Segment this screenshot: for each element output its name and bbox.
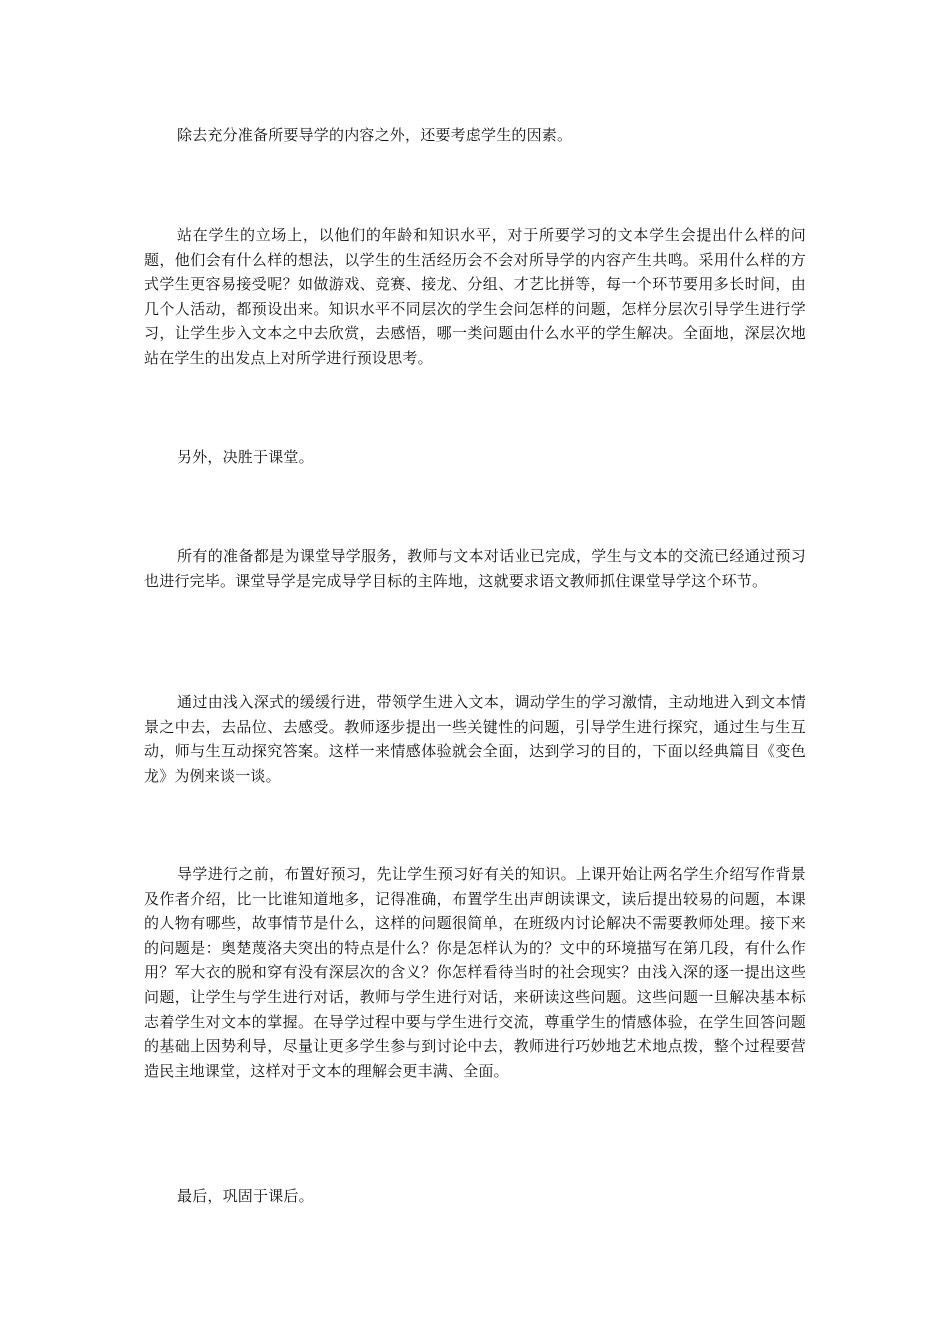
paragraph-student-factors: 除去充分准备所要导学的内容之外，还要考虑学生的因素。 bbox=[177, 126, 573, 144]
paragraph-chameleon-example: 导学进行之前，布置好预习，先让学生预习好有关的知识。上课开始让两名学生介绍写作背景及作者介绍，比一比谁知道地多，记得准确，布置学生出声朗读课文，读后提出较易的问题，本课的人物有哪些，故事情节是什么，这样的问题很简单，在班级内讨论解决不需要教师处理。接下来的问题是：奥楚蔑洛夫突出的特点是什么？你是怎样认为的？文中的环境描写在第几段，有什么作用？军大衣的脱和穿有没有深层次的含义？你怎样看待当时的社会现实？由浅入深的逐一提出这些问题，让学生与学生进行对话，教师与学生进行对话，来研读这些问题。这些问题一旦解决基本标志着学生对文本的掌握。在导学过程中要与学生进行交流，尊重学生的情感体验，在学生回答问题的基础上因势利导，尽量让更多学生参与到讨论中去，教师进行巧妙地艺术地点拨，整个过程要营造民主地课堂，这样对于文本的理解会更丰满、全面。 bbox=[144, 865, 806, 1080]
paragraph-classroom-guidance: 所有的准备都是为课堂导学服务，教师与文本对话业已完成，学生与文本的交流已经通过预习也进行完毕。课堂导学是完成导学目标的主阵地，这就要求语文教师抓住课堂导学这个环节。 bbox=[144, 547, 806, 590]
paragraph-after-class-heading: 最后，巩固于课后。 bbox=[177, 1187, 314, 1205]
paragraph-step-by-step: 通过由浅入深式的缓缓行进，带领学生进入文本，调动学生的学习激情，主动地进入到文本情景之中去，去品位、去感受。教师逐步提出一些关键性的问题，引导学生进行探究，通过生与生互动，师与生互动探究答案。这样一来情感体验就会全面，达到学习的目的，下面以经典篇目《变色龙》为例来谈一谈。 bbox=[144, 693, 806, 785]
paragraph-classroom-heading: 另外，决胜于课堂。 bbox=[177, 448, 314, 466]
paragraph-student-perspective: 站在学生的立场上，以他们的年龄和知识水平，对于所要学习的文本学生会提出什么样的问题，他们会有什么样的想法，以学生的生活经历会不会对所导学的内容产生共鸣。采用什么样的方式学生更容易接受呢？如做游戏、竞赛、接龙、分组、才艺比拼等，每一个环节要用多长时间，由几个人活动，都预设出来。知识水平不同层次的学生会问怎样的问题，怎样分层次引导学生进行学习，让学生步入文本之中去欣赏，去感悟，哪一类问题由什么水平的学生解决。全面地，深层次地站在学生的出发点上对所学进行预设思考。 bbox=[144, 226, 806, 367]
